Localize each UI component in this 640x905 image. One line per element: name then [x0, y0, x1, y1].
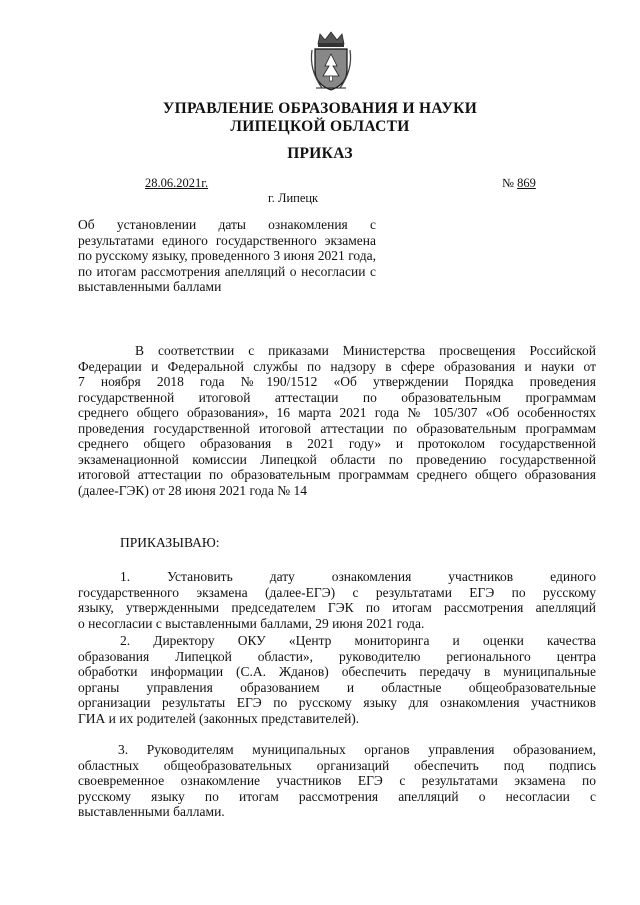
- item-line: русскому языку по итогам рассмотрения апелляций о несогласии с: [78, 788, 596, 804]
- order-city: г. Липецк: [268, 191, 319, 205]
- preamble-line: итоговой аттестации по образовательным программам среднего общего образования: [78, 467, 596, 482]
- item-line: обработки информации (С.А. Жданов) обеспечить передачу в муниципальные: [78, 664, 596, 679]
- order-item-3: [78, 742, 596, 820]
- document-type-title: ПРИКАЗ: [287, 145, 353, 162]
- item-line: организации результаты ЕГЭ по русскому языку для ознакомления участников: [78, 695, 596, 710]
- item-line: 3. Руководителям муниципальных органов управления образованием,: [118, 742, 596, 757]
- preamble-line: В соответствии с приказами Министерства просвещения Российской: [135, 343, 596, 358]
- order-item-2: [78, 633, 596, 726]
- order-directive-word: ПРИКАЗЫВАЮ:: [120, 535, 220, 550]
- organization-name-line1: УПРАВЛЕНИЕ ОБРАЗОВАНИЯ И НАУКИ: [162, 100, 478, 117]
- order-number-value: 869: [517, 176, 536, 190]
- preamble-line: (далее-ГЭК) от 28 июня 2021 года № 14: [78, 482, 308, 498]
- order-number: [502, 176, 536, 191]
- preamble-line: проведения государственной итоговой аттестации по образовательным программам: [78, 420, 596, 436]
- preamble-line: Федерации и Федеральной службы по надзору в сфере образования и науки от: [78, 358, 596, 374]
- coat-of-arms-icon: [308, 30, 354, 92]
- item-line: языку, утвержденными председателем ГЭК по итогам рассмотрения апелляций: [78, 600, 596, 615]
- order-subject: Об установлении даты ознакомления с результатами единого государственного экзамена по русскому языку, проведенного 3 июня 2021 года, по итогам рассмотрения апелляций о несогласии с выставленными баллами: [78, 217, 376, 294]
- order-date: 28.06.2021г.: [145, 176, 209, 190]
- preamble-line: 7 ноября 2018 года №190/1512 «Об утверждении Порядка проведения: [78, 374, 596, 389]
- item-line: образования Липецкой области», руководителю регионального центра: [78, 648, 596, 664]
- item-line: 2. Директору ОКУ «Центр мониторинга и оценки качества: [120, 633, 596, 648]
- item-line: 1. Установить дату ознакомления участников единого: [120, 569, 596, 584]
- preamble-paragraph: [78, 343, 596, 498]
- order-number-prefix: №: [502, 176, 518, 190]
- preamble-line: экзаменационной комиссии Липецкой области по проведению государственной: [78, 451, 596, 467]
- item-line: государственного экзамена (далее-ЕГЭ) с результатами ЕГЭ по русскому: [78, 584, 596, 600]
- preamble-line: среднего общего образования в 2021 году» и протоколом государственной: [78, 436, 596, 451]
- preamble-line: государственной итоговой аттестации по образовательным программам: [78, 389, 596, 405]
- item-line: областных общеобразовательных организаций обеспечить под подпись: [78, 757, 596, 773]
- order-item-1: [78, 569, 596, 631]
- item-line: своевременное ознакомление участников ЕГЭ с результатами экзамена по: [78, 773, 596, 788]
- item-line: органы управления образованием и областные общеобразовательные: [78, 679, 596, 695]
- organization-name-line2: ЛИПЕЦКОЙ ОБЛАСТИ: [230, 118, 410, 135]
- preamble-line: среднего общего образования», 16 марта 2021 года № 105/307 «Об особенностях: [78, 405, 596, 420]
- item-line: ГИА и их родителей (законных представителей).: [78, 710, 360, 726]
- coat-of-arms-emblem: [308, 30, 354, 92]
- item-line: о несогласии с выставленными баллами, 29 июня 2021 года.: [78, 615, 425, 631]
- item-line: выставленными баллами.: [78, 804, 225, 819]
